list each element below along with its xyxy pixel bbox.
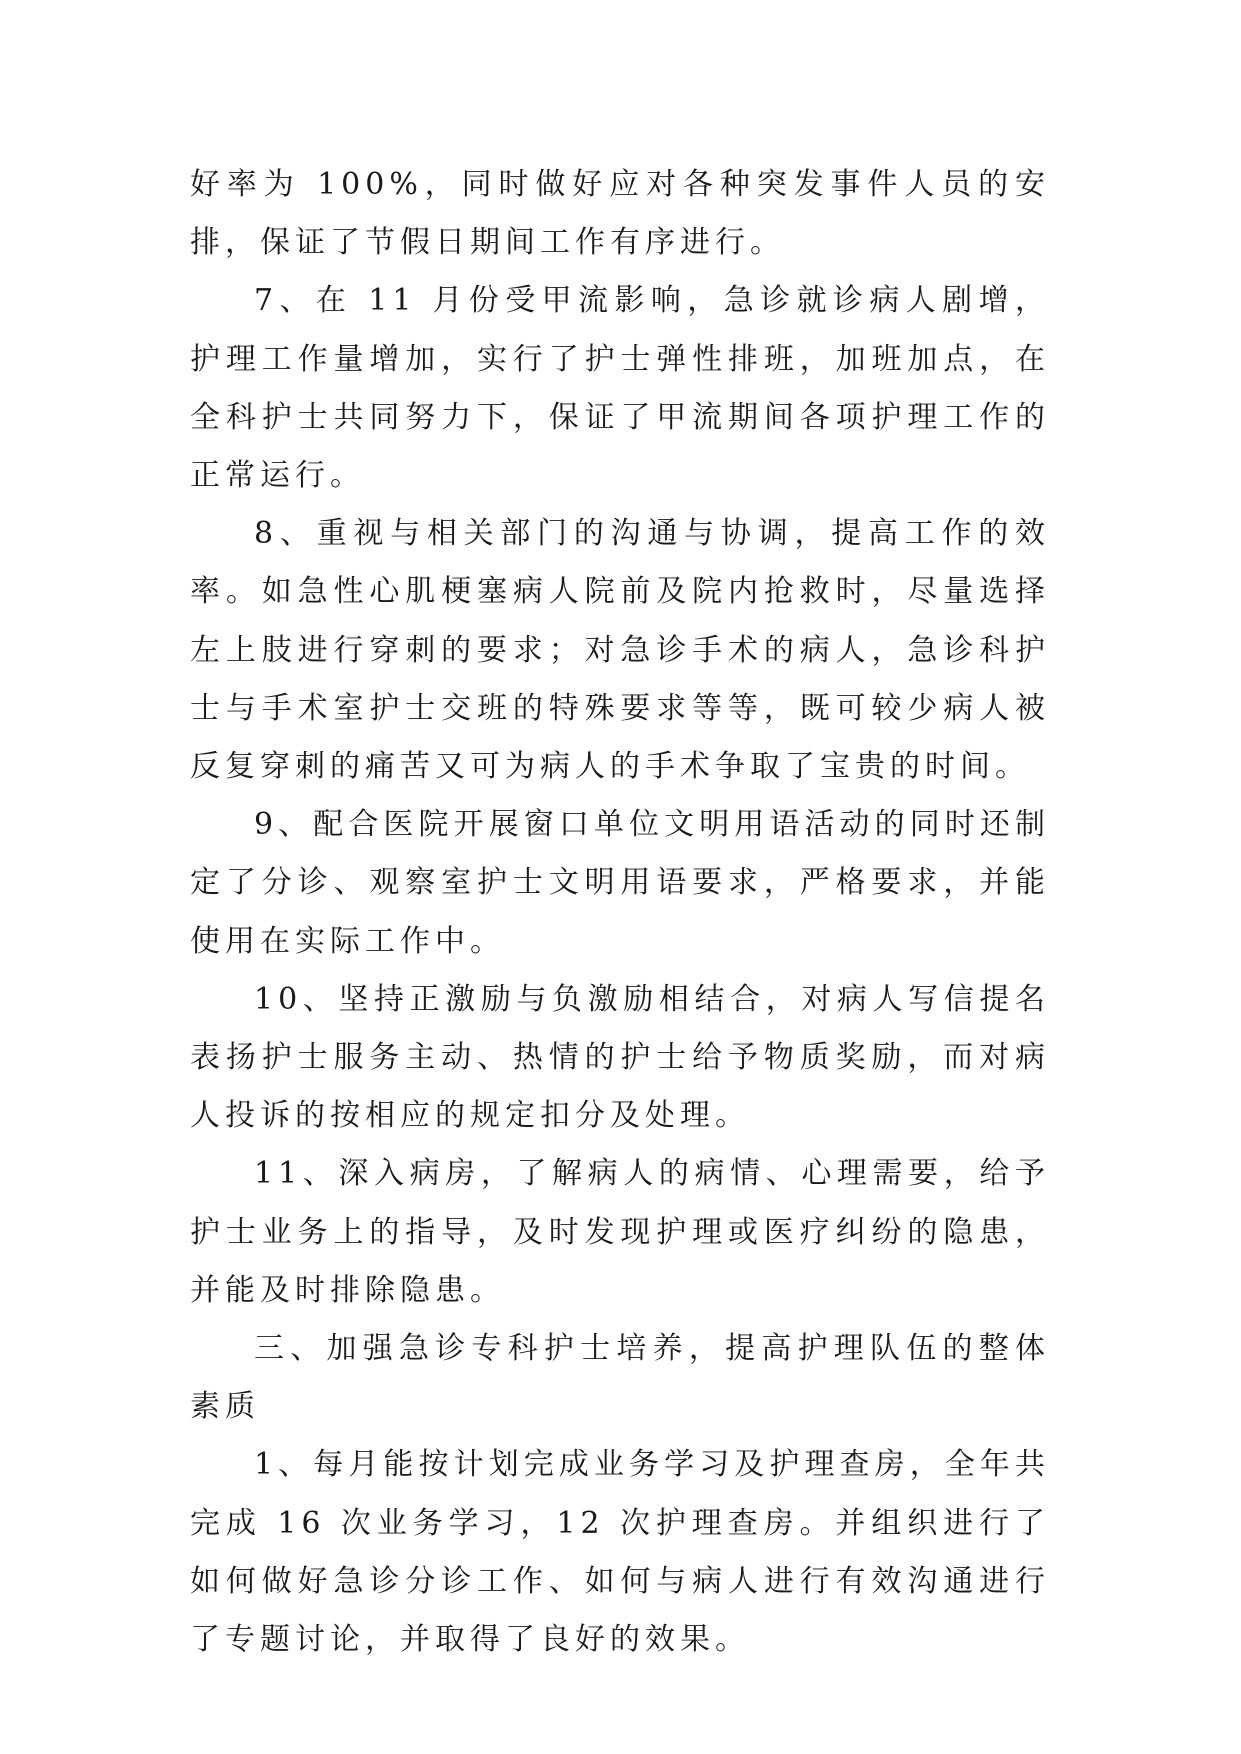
paragraph-section-3-item-1: 1、每月能按计划完成业务学习及护理查房，全年共完成 16 次业务学习，12 次护理查房。并组织进行了如何做好急诊分诊工作、如何与病人进行有效沟通进行了专题讨论，并取得了良好的效果。 [190,1447,1050,1658]
paragraph-item-7: 7、在 11 月份受甲流影响，急诊就诊病人剧增，护理工作量增加，实行了护士弹性排班，加班加点，在全科护士共同努力下，保证了甲流期间各项护理工作的正常运行。 [190,283,1050,494]
paragraph-item-9: 9、配合医院开展窗口单位文明用语活动的同时还制定了分诊、观察室护士文明用语要求，严格要求，并能使用在实际工作中。 [190,807,1050,959]
document-body [190,156,1050,1669]
paragraph-item-8: 8、重视与相关部门的沟通与协调，提高工作的效率。如急性心肌梗塞病人院前及院内抢救时，尽量选择左上肢进行穿刺的要求；对急诊手术的病人，急诊科护士与手术室护士交班的特殊要求等等，既可较少病人被反复穿刺的痛苦又可为病人的手术争取了宝贵的时间。 [190,516,1050,785]
paragraph-item-10: 10、坚持正激励与负激励相结合，对病人写信提名表扬护士服务主动、热情的护士给予物质奖励，而对病人投诉的按相应的规定扣分及处理。 [190,981,1050,1134]
paragraph-continuation: 好率为 100%，同时做好应对各种突发事件人员的安排，保证了节假日期间工作有序进行。 [190,167,1050,261]
paragraph-item-11: 11、深入病房，了解病人的病情、心理需要，给予护士业务上的指导，及时发现护理或医疗纠纷的隐患，并能及时排除隐患。 [190,1156,1050,1308]
section-heading-3: 三、加强急诊专科护士培养，提高护理队伍的整体素质 [190,1331,1050,1425]
